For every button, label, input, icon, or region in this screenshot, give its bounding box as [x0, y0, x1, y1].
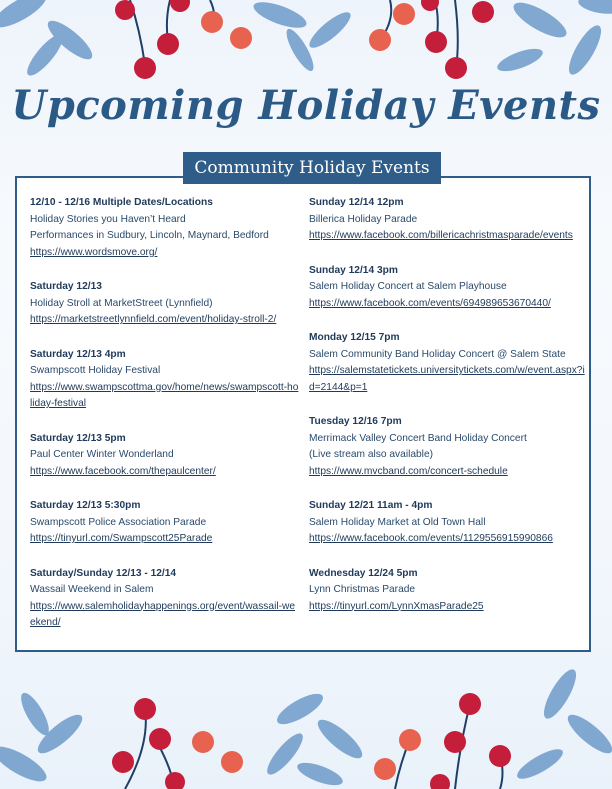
event-link[interactable]: https://www.swampscottma.gov/home/news/swampscott-holiday-festival [30, 381, 299, 409]
top-foliage-decoration [0, 0, 612, 90]
event-title: Paul Center Winter Wonderland [30, 449, 174, 460]
events-panel [15, 176, 591, 652]
event-link[interactable]: https://www.mvcband.com/concert-schedule [309, 465, 508, 477]
event-link[interactable]: https://www.facebook.com/events/1129556915990866 [309, 533, 553, 544]
event-link[interactable]: https://www.salemholidayhappenings.org/event/wassail-weekend/ [30, 600, 296, 628]
event-date: Sunday 12/14 12pm [309, 197, 404, 208]
section-banner: Community Holiday Events [183, 152, 441, 184]
event-date: Saturday/Sunday 12/13 - 12/14 [30, 567, 177, 579]
left-events-column [30, 195, 300, 632]
event-entry [30, 498, 300, 548]
page-title: Upcoming Holiday Events [11, 82, 601, 129]
event-title: Salem Community Band Holiday Concert @ Salem State [309, 348, 566, 360]
event-entry [30, 347, 300, 413]
event-link[interactable]: https://tinyurl.com/LynnXmasParade25 [309, 600, 484, 612]
event-date: Saturday 12/13 5:30pm [30, 500, 141, 511]
event-date: Sunday 12/14 3pm [309, 264, 398, 276]
event-date: Saturday 12/13 5pm [30, 432, 126, 444]
event-title: Billerica Holiday Parade [309, 213, 418, 225]
event-title: Wassail Weekend in Salem [30, 584, 154, 595]
bottom-foliage-decoration [0, 654, 612, 789]
event-link[interactable]: https://www.facebook.com/billericachristmasparade/events [309, 230, 573, 241]
event-entry [309, 414, 585, 480]
event-detail: Performances in Sudbury, Lincoln, Maynard, Bedford [30, 230, 269, 241]
event-link[interactable]: https://www.facebook.com/thepaulcenter/ [30, 465, 216, 477]
event-entry [309, 263, 585, 313]
event-date: Wednesday 12/24 5pm [309, 567, 418, 579]
event-date: Monday 12/15 7pm [309, 332, 400, 343]
event-title: Holiday Stories you Haven’t Heard [30, 213, 186, 225]
event-title: Holiday Stroll at MarketStreet (Lynnfield) [30, 297, 213, 309]
event-link[interactable]: https://tinyurl.com/Swampscott25Parade [30, 533, 213, 544]
event-title: Merrimack Valley Concert Band Holiday Concert [309, 432, 527, 444]
event-title: Swampscott Holiday Festival [30, 365, 161, 376]
event-date: Saturday 12/13 [30, 281, 102, 292]
event-title: Swampscott Police Association Parade [30, 516, 207, 528]
event-entry [30, 431, 300, 481]
event-entry [309, 195, 585, 245]
event-detail: (Live stream also available) [309, 449, 434, 460]
event-link[interactable]: https://www.facebook.com/events/694989653670440/ [309, 297, 551, 309]
event-entry [309, 498, 585, 548]
event-date: Tuesday 12/16 7pm [309, 416, 402, 427]
event-entry [30, 195, 300, 261]
event-title: Lynn Christmas Parade [309, 584, 416, 595]
event-title: Salem Holiday Concert at Salem Playhouse [309, 281, 507, 292]
event-entry [30, 279, 300, 329]
right-events-column [309, 195, 585, 615]
event-title: Salem Holiday Market at Old Town Hall [309, 516, 486, 528]
event-entry [309, 330, 585, 396]
event-link[interactable]: https://salemstatetickets.universitytickets.com/w/event.aspx?id=2144&p=1 [309, 365, 585, 393]
event-date: 12/10 - 12/16 Multiple Dates/Locations [30, 197, 213, 208]
event-date: Sunday 12/21 11am - 4pm [309, 500, 433, 511]
event-link[interactable]: https://www.wordsmove.org/ [30, 246, 158, 258]
event-date: Saturday 12/13 4pm [30, 348, 126, 360]
event-link[interactable]: https://marketstreetlynnfield.com/event/holiday-stroll-2/ [30, 314, 277, 325]
event-entry [309, 566, 585, 616]
event-entry [30, 566, 300, 632]
